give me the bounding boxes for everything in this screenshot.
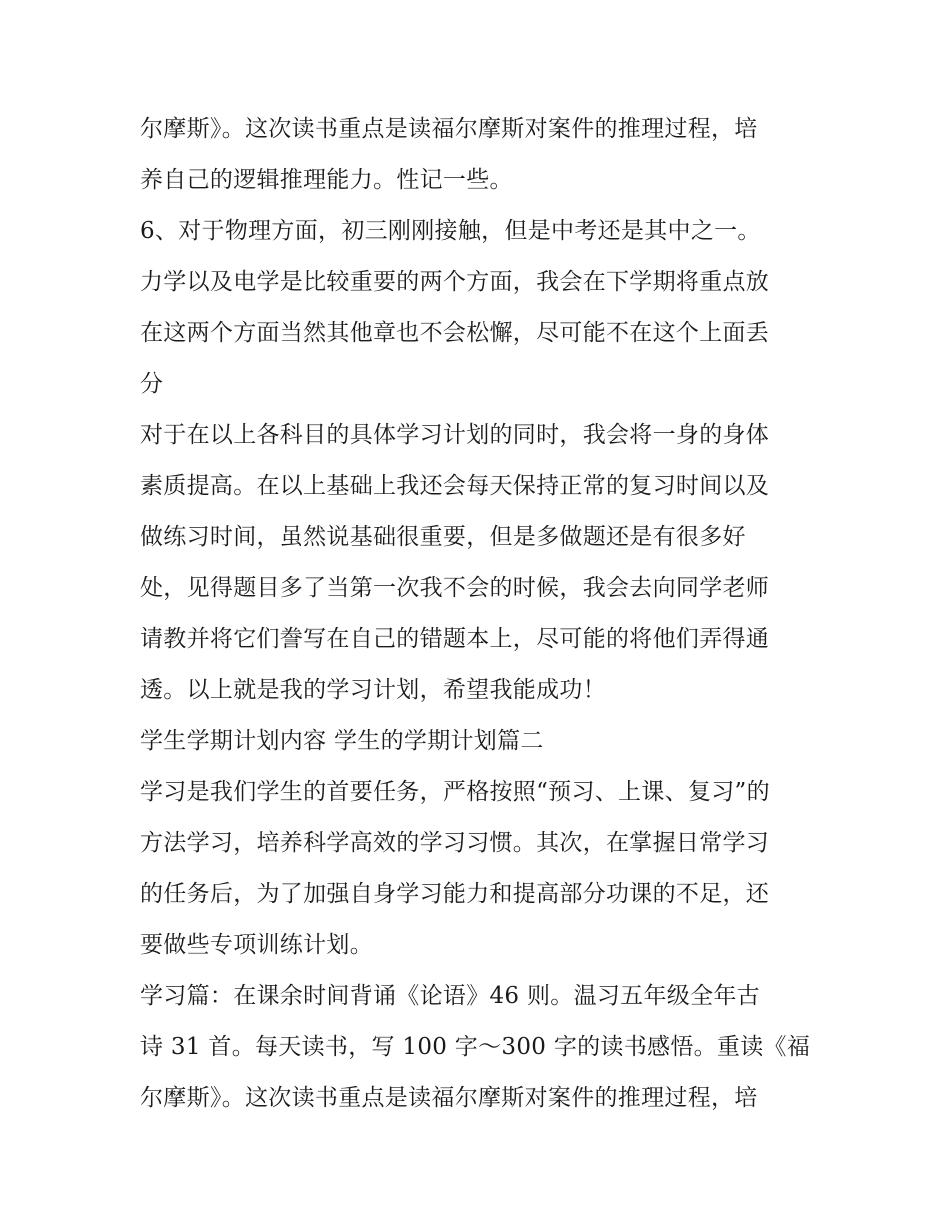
text-line: 要做些专项训练计划。 — [140, 932, 373, 958]
text-line: 尔摩斯》。这次读书重点是读福尔摩斯对案件的推理过程，培 — [140, 1085, 758, 1111]
text-line: 力学以及电学是比较重要的两个方面，我会在下学期将重点放 — [140, 269, 770, 295]
text-line: 在这两个方面当然其他章也不会松懈，尽可能不在这个上面丢 — [140, 320, 770, 346]
text-line: 做练习时间，虽然说基础很重要，但是多做题还是有很多好 — [140, 524, 746, 550]
text-line: 对于在以上各科目的具体学习计划的同时，我会将一身的身体 — [140, 422, 770, 448]
section-heading: 学生学期计划内容 学生的学期计划篇二 — [140, 728, 544, 754]
text-line: 诗 31 首。每天读书，写 100 字～300 字的读书感悟。重读《福 — [140, 1034, 811, 1060]
text-line: 分 — [140, 371, 164, 397]
text-line: 的任务后，为了加强自身学习能力和提高部分功课的不足，还 — [140, 881, 770, 907]
text-line: 透。以上就是我的学习计划，希望我能成功！ — [140, 677, 606, 703]
text-line: 尔摩斯》。这次读书重点是读福尔摩斯对案件的推理过程，培 — [140, 116, 758, 142]
text-line: 学习篇：在课余时间背诵《论语》46 则。温习五年级全年古 — [140, 983, 760, 1009]
text-line: 方法学习，培养科学高效的学习习惯。其次，在掌握日常学习 — [140, 830, 770, 856]
text-line: 学习是我们学生的首要任务，严格按照“预习、上课、复习”的 — [140, 779, 770, 805]
text-line: 养自己的逻辑推理能力。性记一些。 — [140, 167, 513, 193]
document-body — [140, 104, 820, 1124]
text-line: 6、对于物理方面，初三刚刚接触，但是中考还是其中之一。 — [140, 218, 761, 244]
text-line: 处，见得题目多了当第一次我不会的时候，我会去向同学老师 — [140, 575, 770, 601]
text-line: 请教并将它们誊写在自己的错题本上，尽可能的将他们弄得通 — [140, 626, 770, 652]
text-line: 素质提高。在以上基础上我还会每天保持正常的复习时间以及 — [140, 473, 770, 499]
